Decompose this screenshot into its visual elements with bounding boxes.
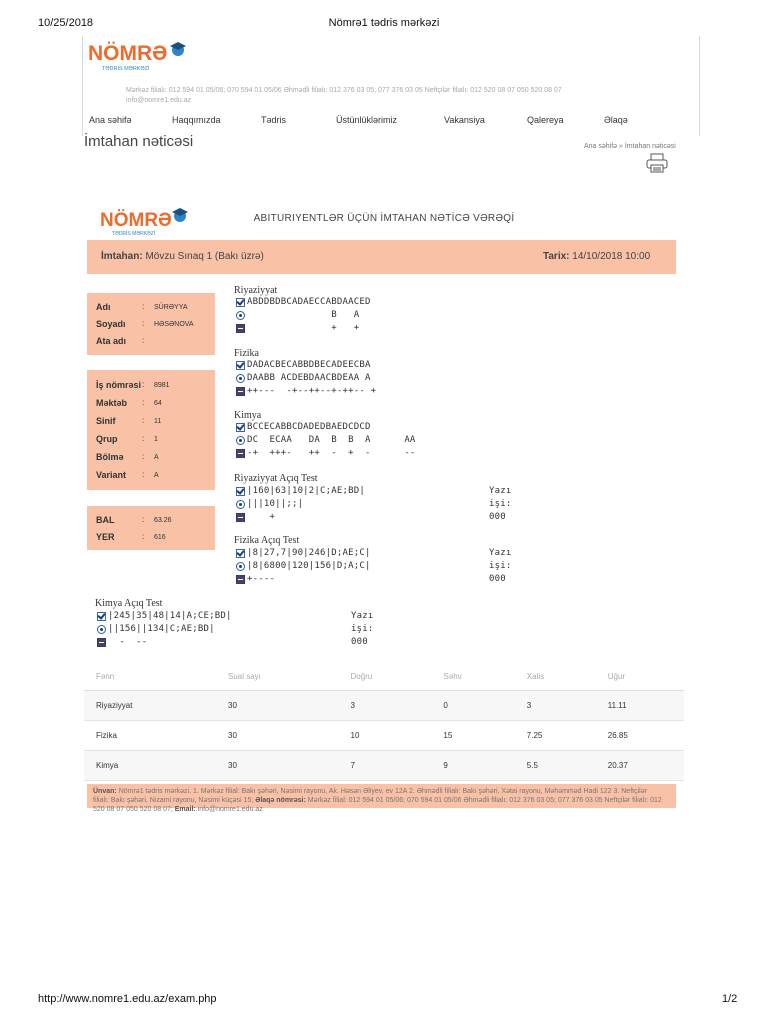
nav-education[interactable]: Tədris [261,115,287,125]
table-row [84,691,684,721]
table-cell: 26.85 [596,721,684,751]
field-colon: : [142,470,145,479]
column-header: Xalis [515,662,596,691]
printer-icon [646,153,668,173]
answer-key-icon [236,487,245,496]
email-label: Email: [174,806,196,813]
exam-date: 14/10/2018 10:00 [572,251,651,262]
footer-info [93,787,663,814]
column-header: Uğur [596,662,684,691]
answer-key: BCCECABBCDADEDBAEDCDCD [247,422,371,432]
svg-text:NÖMRƏ: NÖMRƏ [88,42,168,65]
essay-label: işi: [489,561,512,571]
contact-info [126,86,646,106]
field-colon: : [142,416,145,425]
student-answer-icon [236,500,245,509]
field-value: 1 [154,436,158,443]
essay-label: Yazı [351,611,374,621]
field-label: Məktəb [96,398,128,408]
score-label: BAL [96,515,115,525]
table-cell: 7 [339,751,432,781]
column-header: Sual sayı [216,662,339,691]
essay-label: işi: [351,624,374,634]
column-header: Doğru [339,662,432,691]
student-answer-icon [236,311,245,320]
nav-about[interactable]: Haqqımızda [172,115,221,125]
result-mark-icon [236,513,245,522]
field-colon: : [142,319,145,328]
table-cell: 0 [431,691,514,721]
field-value: A [154,472,159,479]
table-cell: Kimya [84,751,216,781]
field-label: İş nömrəsi [96,380,142,390]
phone: Mərkəz filial: 012 594 01 05/06; 070 594 01 05/06 Əhmədli filialı: 012 376 03 05; 077 376 03 05 Neftçilər filialı: 012 520 08 07 050 520 08 07; [93,797,662,813]
result-mark-icon [236,387,245,396]
table-cell: 3 [515,691,596,721]
field-value: 64 [154,400,162,407]
answer-key-icon [97,612,106,621]
contact-email: info@nomre1.edu.az [126,97,192,104]
answer-key-icon [236,298,245,307]
exam-label: İmtahan: [101,251,143,262]
student-answer-icon [97,625,106,634]
essay-label: işi: [489,499,512,509]
contact-phones: Mərkəz filialı: 012 594 01 05/06; 070 594 01 05/06 Əhmədli filialı: 012 376 03 05; 077 376 03 05 Neftçilər filialı: 012 520 08 07 050 520 08 07 [126,87,562,94]
result-mark-icon [97,638,106,647]
table-cell: 30 [216,691,339,721]
site-logo[interactable] [88,40,200,79]
table-cell: 10 [339,721,432,751]
answer-key: ABDDBDBCADAECCABDAACED [247,297,371,307]
table-cell: 15 [431,721,514,751]
field-value: SÜRƏYYA [154,304,188,311]
address: Nömrə1 tədris mərkəzi, 1. Mərkəz filial: Bakı şəhəri, Nəsimi rayonu, Ak. Həsən Əliyev, ev 12A 2. Əhmədli filialı: Bakı şəhəri, Xətai rayonu, Məhəmməd Hadi 122 3. Neftçilər filialı: Bakı şəhəri, Nizami rayonu, Nəsimi küçəsi 15; [93,788,647,804]
phone-label: Əlaqə nömrəsi: [255,797,306,804]
essay-score: 000 [351,637,368,647]
field-value: 11 [154,418,162,425]
essay-label: Yazı [489,486,512,496]
rank-value: 616 [154,534,166,541]
table-row [84,721,684,751]
student-answers: |8|6800|120|156|D;A;C| [247,561,371,571]
result-mark-icon [236,575,245,584]
page-title: İmtahan nəticəsi [84,133,194,150]
table-cell: 7.25 [515,721,596,751]
print-button[interactable] [646,153,668,178]
subject-title: Riyaziyyat Açıq Test [234,473,318,484]
score-value: 63.26 [154,517,172,524]
results-table [84,662,684,781]
field-label: Adı [96,302,111,312]
student-answer-icon [236,436,245,445]
essay-label: Yazı [489,548,512,558]
nav-vacancy[interactable]: Vakansiya [444,115,485,125]
exam-date-label: Tarix: [543,251,570,262]
print-date: 10/25/2018 [38,17,94,29]
student-answer-icon [236,374,245,383]
answer-key: |160|63|10|2|C;AE;BD| [247,486,365,496]
table-cell: 20.37 [596,751,684,781]
field-colon: : [142,515,145,524]
field-colon: : [142,452,145,461]
logo-icon [88,40,200,74]
result-mark-icon [236,449,245,458]
print-page-number: 1/2 [722,993,738,1005]
table-cell: 30 [216,721,339,751]
field-value: A [154,454,159,461]
field-colon: : [142,380,145,389]
print-title: Nömrə1 tədris mərkəzi [328,17,440,29]
address-label: Ünvan: [93,788,117,795]
student-answers: DC ECAA DA B B A AA [247,435,416,445]
exam-name: Mövzu Sınaq 1 (Bakı üzrə) [145,251,264,262]
table-cell: 9 [431,751,514,781]
column-header: Səhv [431,662,514,691]
table-header [84,662,684,691]
field-label: Ata adı [96,336,127,346]
field-colon: : [142,398,145,407]
result-marks: +---- [247,574,276,584]
result-marks: - -- [108,637,148,647]
field-label: Variant [96,470,127,480]
answer-key-icon [236,549,245,558]
exam-date-info [543,251,650,262]
svg-text:TƏDRİS MƏRKƏZİ: TƏDRİS MƏRKƏZİ [112,231,156,237]
subject-title: Riyaziyyat [234,285,278,296]
subject-title: Fizika Açıq Test [234,535,300,546]
student-answers: B A [247,310,371,320]
answer-key: |245|35|48|14|A;CE;BD| [108,611,232,621]
field-colon: : [142,302,145,311]
table-cell: 11.11 [596,691,684,721]
field-value: HƏSƏNOVA [154,321,194,328]
student-answers: ||156||134|C;AE;BD| [108,624,215,634]
student-answers: |||10||;;| [247,499,304,509]
svg-text:NÖMRƏ: NÖMRƏ [100,210,172,231]
table-cell: 3 [339,691,432,721]
field-label: Soyadı [96,319,126,329]
nav-contact[interactable]: Əlaqə [604,115,628,125]
column-header: Fənn [84,662,216,691]
svg-text:TƏDRİS MƏRKƏZİ: TƏDRİS MƏRKƏZİ [102,66,150,72]
nav-home[interactable]: Ana səhifə [89,115,132,125]
subject-title: Kimya [234,410,262,421]
table-cell: 30 [216,751,339,781]
field-colon: : [142,532,145,541]
student-answers: DAABB ACDEBDAACBDEAA A [247,373,371,383]
table-row [84,751,684,781]
answer-key: DADACBECABBDBECADEECBA [247,360,371,370]
exam-info [101,251,264,262]
essay-score: 000 [489,512,506,522]
answer-key-icon [236,361,245,370]
field-label: Sinif [96,416,116,426]
subject-title: Kimya Açıq Test [95,598,163,609]
rank-label: YER [96,532,115,542]
table-cell: Fizika [84,721,216,751]
table-cell: Riyaziyyat [84,691,216,721]
result-marks: -+ +++- ++ - + - -- [247,448,416,458]
card-title: ABITURIYENTLƏR ÜÇÜN İMTAHAN NƏTİCƏ VƏRƏQİ [253,213,515,224]
result-marks: + [247,512,276,522]
print-url: http://www.nomre1.edu.az/exam.php [38,993,217,1005]
table-cell: 5.5 [515,751,596,781]
nav-gallery[interactable]: Qalereya [527,115,564,125]
field-label: Bölmə [96,452,124,462]
field-colon: : [142,434,145,443]
student-answer-icon [236,562,245,571]
answer-key: |8|27,7|90|246|D;AE;C| [247,548,371,558]
subject-title: Fizika [234,348,259,359]
email[interactable]: info@nomre1.edu.az [197,806,263,813]
result-mark-icon [236,324,245,333]
field-label: Qrup [96,434,118,444]
field-colon: : [142,336,145,345]
field-value: 8981 [154,382,170,389]
breadcrumb[interactable]: Ana səhifə » İmtahan nəticəsi [584,143,676,150]
result-marks: ++--- -+--++--+-++-- + [247,386,377,396]
essay-score: 000 [489,574,506,584]
result-marks: + + [247,323,371,333]
nav-advantages[interactable]: Üstünlüklərimiz [336,115,398,125]
answer-key-icon [236,423,245,432]
score-box [87,506,215,550]
